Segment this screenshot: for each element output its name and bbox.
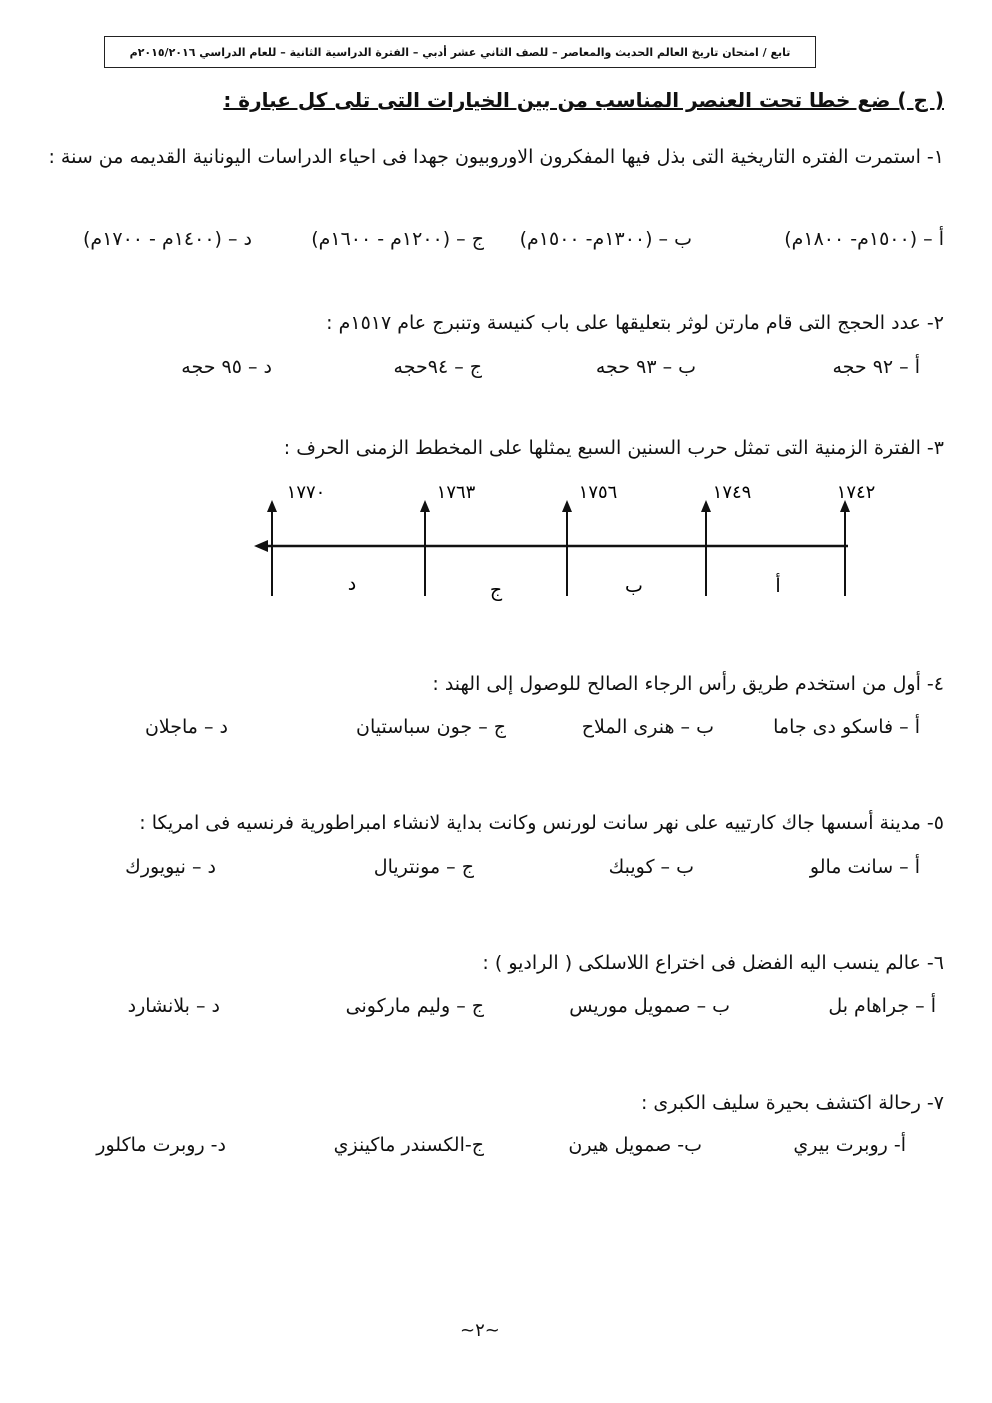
exam-header-text: تابع / امتحان تاريخ العالم الحديث والمعاصر – للصف الثاني عشر أدبي – الفترة الدراسية الثانية – للعام الدراسي ٢٠١٥/٢٠١٦م [129,45,791,59]
timeline-tick-1756 [562,500,572,596]
question-7-option-c[interactable]: ج-الكسندر ماكينزي [333,1134,484,1156]
question-1-option-a[interactable]: أ – (١٥٠٠م- ١٨٠٠م) [784,228,944,250]
question-1-option-b[interactable]: ب – (١٣٠٠م- ١٥٠٠م) [519,228,692,250]
timeline-year-1749: ١٧٤٩ [712,482,752,503]
section-title: ( ج ) ضع خطا تحت العنصر المناسب من بين الخيارات التى تلى كل عبارة : [223,88,944,112]
question-4-option-c[interactable]: ج – جون سباستيان [356,716,506,738]
timeline-year-1770: ١٧٧٠ [286,482,326,503]
timeline-year-1763: ١٧٦٣ [436,482,476,503]
question-4-text: ٤- أول من استخدم طريق رأس الرجاء الصالح للوصول إلى الهند : [432,673,944,695]
question-5-option-a[interactable]: أ – سانت مالو [809,856,920,878]
exam-header [104,36,816,68]
timeline-diagram [0,470,992,610]
question-5-option-c[interactable]: ج – مونتريال [373,856,474,878]
timeline-segment-b[interactable]: ب [625,575,643,597]
timeline-segment-c[interactable]: ج [489,579,503,601]
question-2-option-b[interactable]: ب – ٩٣ حجه [595,356,696,378]
timeline-tick-1770 [267,500,277,596]
timeline-tick-1763 [420,500,430,596]
question-2-option-c[interactable]: ج – ٩٤حجه [393,356,482,378]
question-2-option-d[interactable]: د – ٩٥ حجه [181,356,272,378]
question-2-text: ٢- عدد الحجج التى قام مارتن لوثر بتعليقها على باب كنيسة وتنبرج عام ١٥١٧م : [326,312,944,334]
question-5-option-d[interactable]: د – نيويورك [125,856,216,878]
question-6-option-c[interactable]: ج – وليم ماركونى [345,995,484,1017]
question-1-option-d[interactable]: د – (١٤٠٠م - ١٧٠٠م) [83,228,252,250]
question-7-text: ٧- رحالة اكتشف بحيرة سليف الكبرى : [640,1092,944,1114]
timeline-segment-d[interactable]: د [347,573,357,595]
page-number: ~٢~ [460,1320,500,1341]
question-2-option-a[interactable]: أ – ٩٢ حجه [832,356,920,378]
question-6-text: ٦- عالم ينسب اليه الفضل فى اختراع اللاسلكى ( الراديو ) : [482,952,944,974]
question-5-text: ٥- مدينة أسسها جاك كارتييه على نهر سانت لورنس وكانت بداية لانشاء امبراطورية فرنسيه فى امريكا : [139,812,944,834]
timeline-segment-a[interactable]: أ [775,575,781,597]
question-4-option-d[interactable]: د – ماجلان [144,716,228,738]
timeline-tick-1749 [701,500,711,596]
question-3-text: ٣- الفترة الزمنية التى تمثل حرب السنين السبع يمثلها على المخطط الزمنى الحرف : [283,437,944,459]
question-4-option-a[interactable]: أ – فاسكو دى جاما [773,716,920,738]
timeline-year-1742: ١٧٤٢ [836,482,876,503]
question-6-option-a[interactable]: أ – جراهام بل [828,995,936,1017]
question-4-option-b[interactable]: ب – هنرى الملاح [581,716,714,738]
question-1-text: ١- استمرت الفتره التاريخية التى بذل فيها المفكرون الاوروبيون جهدا فى احياء الدراسات اليونانية القديمه من سنة : [48,146,944,168]
timeline-tick-1742 [840,500,850,596]
question-7-option-b[interactable]: ب- صمويل هيرن [568,1134,702,1156]
timeline-year-1756: ١٧٥٦ [578,482,618,503]
question-1-option-c[interactable]: ج – (١٢٠٠م - ١٦٠٠م) [311,228,484,250]
question-6-option-d[interactable]: د – بلانشارد [127,995,220,1017]
question-7-option-d[interactable]: د- روبرت ماكلور [96,1134,226,1156]
question-5-option-b[interactable]: ب – كويبك [608,856,694,878]
timeline-arrowhead [254,540,268,552]
question-7-option-a[interactable]: أ- روبرت بيري [793,1134,906,1156]
question-6-option-b[interactable]: ب – صمويل موريس [569,995,730,1017]
